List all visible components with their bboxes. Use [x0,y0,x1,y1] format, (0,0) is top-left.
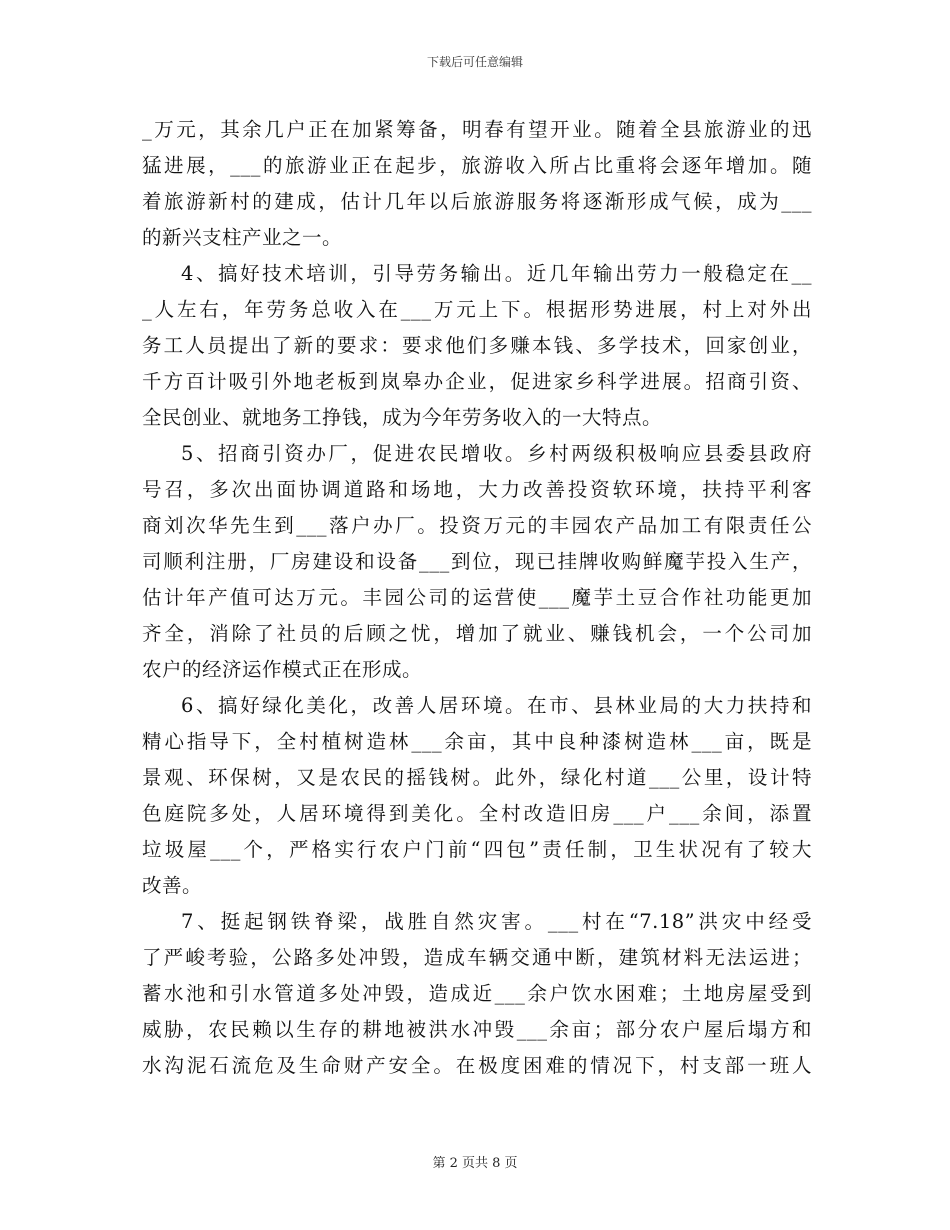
text-line: 威胁，农民赖以生存的耕地被洪水冲毁___余亩；部分农户屋后塌方和 [142,1018,812,1041]
paragraph-start-line: 7、挺起钢铁脊梁，战胜自然灾害。___村在“7.18”洪灾中经受 [181,910,812,933]
text-line: 齐全，消除了社员的后顾之忧，增加了就业、赚钱机会，一个公司加 [142,622,812,645]
paragraph-start-line: 4、搞好技术培训，引导劳务输出。近几年输出劳力一般稳定在__ [181,262,812,285]
text-line: 了严峻考验，公路多处冲毁，造成车辆交通中断，建筑材料无法运进； [142,946,812,969]
text-line: 景观、环保树，又是农民的摇钱树。此外，绿化村道___公里，设计特 [142,766,812,789]
paragraph-start-line: 6、搞好绿化美化，改善人居环境。在市、县林业局的大力扶持和 [181,694,812,717]
text-line: 猛进展，___的旅游业正在起步，旅游收入所占比重将会逐年增加。随 [142,154,812,177]
text-line: 垃圾屋___个，严格实行农户门前“四包”责任制，卫生状况有了较大 [142,838,812,861]
text-line: 水沟泥石流危及生命财产安全。在极度困难的情况下，村支部一班人 [142,1054,812,1077]
text-line: 司顺利注册，厂房建设和设备___到位，现已挂牌收购鲜魔芋投入生产， [142,550,812,573]
text-line: 改善。 [142,874,203,897]
text-line: 色庭院多处，人居环境得到美化。全村改造旧房___户___余间，添置 [142,802,812,825]
text-line: _万元，其余几户正在加紧筹备，明春有望开业。随着全县旅游业的迅 [142,118,812,141]
document-body [142,112,812,1084]
page-header: 下载后可任意编辑 [426,55,523,69]
text-line: 精心指导下，全村植树造林___余亩，其中良种漆树造林___亩，既是 [142,730,812,753]
text-line: 千方百计吸引外地老板到岚皋办企业，促进家乡科学进展。招商引资、 [142,370,812,393]
text-line: 务工人员提出了新的要求：要求他们多赚本钱、多学技术，回家创业， [142,334,812,357]
text-line: 估计年产值可达万元。丰园公司的运营使___魔芋土豆合作社功能更加 [142,586,812,609]
text-line: _人左右，年劳务总收入在___万元上下。根据形势进展，村上对外出 [142,298,812,321]
text-line: 着旅游新村的建成，估计几年以后旅游服务将逐渐形成气候，成为___ [142,190,812,213]
text-line: 的新兴支柱产业之一。 [142,226,343,249]
page-number-footer: 第 2 页共 8 页 [432,1156,518,1171]
text-line: 蓄水池和引水管道多处冲毁，造成近___余户饮水困难；土地房屋受到 [142,982,812,1005]
paragraph-start-line: 5、招商引资办厂，促进农民增收。乡村两级积极响应县委县政府 [181,442,812,465]
text-line: 全民创业、就地务工挣钱，成为今年劳务收入的一大特点。 [142,406,663,429]
text-line: 农户的经济运作模式正在形成。 [142,658,423,681]
text-line: 号召，多次出面协调道路和场地，大力改善投资软环境，扶持平利客 [142,478,812,501]
text-line: 商刘次华先生到___落户办厂。投资万元的丰园农产品加工有限责任公 [142,514,812,537]
